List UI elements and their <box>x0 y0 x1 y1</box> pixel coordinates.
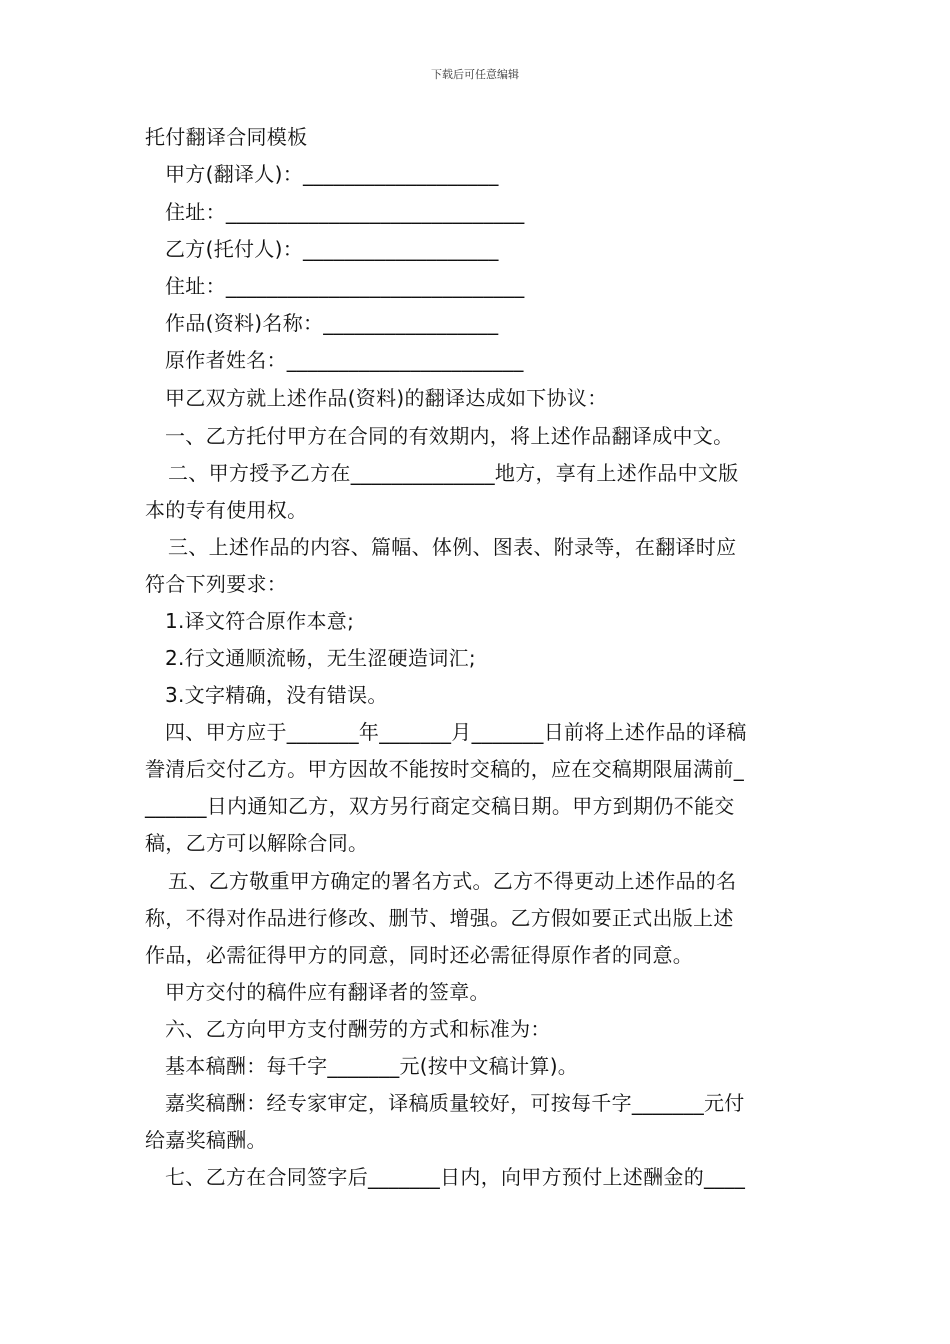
clause-4-line-2: 誊清后交付乙方。甲方因故不能按时交稿的，应在交稿期限届满前_ <box>145 757 744 781</box>
party-b-line: 乙方(托付人)：___________________ <box>165 237 499 261</box>
clause-2-line-2: 本的专有使用权。 <box>145 498 308 522</box>
page-header: 下载后可任意编辑 <box>431 68 519 81</box>
clause-5-line-2: 称，不得对作品进行修改、删节、增强。乙方假如要正式出版上述 <box>145 906 734 930</box>
party-a-line: 甲方(翻译人)：___________________ <box>165 162 499 186</box>
work-name-line: 作品(资料)名称：_________________ <box>165 311 499 335</box>
clause-5-line-3: 作品，必需征得甲方的同意，同时还必需征得原作者的同意。 <box>145 943 694 967</box>
requirement-1: 1.译文符合原作本意; <box>165 609 355 633</box>
clause-6: 六、乙方向甲方支付酬劳的方式和标准为： <box>165 1017 551 1041</box>
agreement-intro: 甲乙双方就上述作品(资料)的翻译达成如下协议： <box>165 386 608 410</box>
document-title: 托付翻译合同模板 <box>145 125 308 149</box>
clause-1: 一、乙方托付甲方在合同的有效期内，将上述作品翻译成中文。 <box>165 424 734 448</box>
requirement-3: 3.文字精确，没有错误。 <box>165 683 388 707</box>
clause-4-line-4: 稿，乙方可以解除合同。 <box>145 831 369 855</box>
clause-4-line-3: ______日内通知乙方，双方另行商定交稿日期。甲方到期仍不能交 <box>145 794 735 818</box>
clause-2-line-1: 二、甲方授予乙方在______________地方，享有上述作品中文版 <box>168 461 739 485</box>
clause-3-line-1: 三、上述作品的内容、篇幅、体例、图表、附录等，在翻译时应 <box>168 535 737 559</box>
original-author-line: 原作者姓名：_______________________ <box>165 348 524 372</box>
clause-5-line-1: 五、乙方敬重甲方确定的署名方式。乙方不得更动上述作品的名 <box>168 869 737 893</box>
party-a-address-line: 住址：_____________________________ <box>165 200 525 224</box>
requirement-2: 2.行文通顺流畅，无生涩硬造词汇; <box>165 646 476 670</box>
clause-4-line-1: 四、甲方应于_______年_______月_______日前将上述作品的译稿 <box>165 720 747 744</box>
bonus-fee-line-2: 给嘉奖稿酬。 <box>145 1128 267 1152</box>
party-b-address-line: 住址：_____________________________ <box>165 274 525 298</box>
bonus-fee-line-1: 嘉奖稿酬：经专家审定，译稿质量较好，可按每千字_______元付 <box>165 1091 745 1115</box>
signature-requirement: 甲方交付的稿件应有翻译者的签章。 <box>165 980 490 1004</box>
clause-7-line-1: 七、乙方在合同签字后_______日内，向甲方预付上述酬金的____ <box>165 1165 746 1189</box>
clause-3-line-2: 符合下列要求： <box>145 572 288 596</box>
base-fee-line: 基本稿酬：每千字_______元(按中文稿计算)。 <box>165 1054 579 1078</box>
